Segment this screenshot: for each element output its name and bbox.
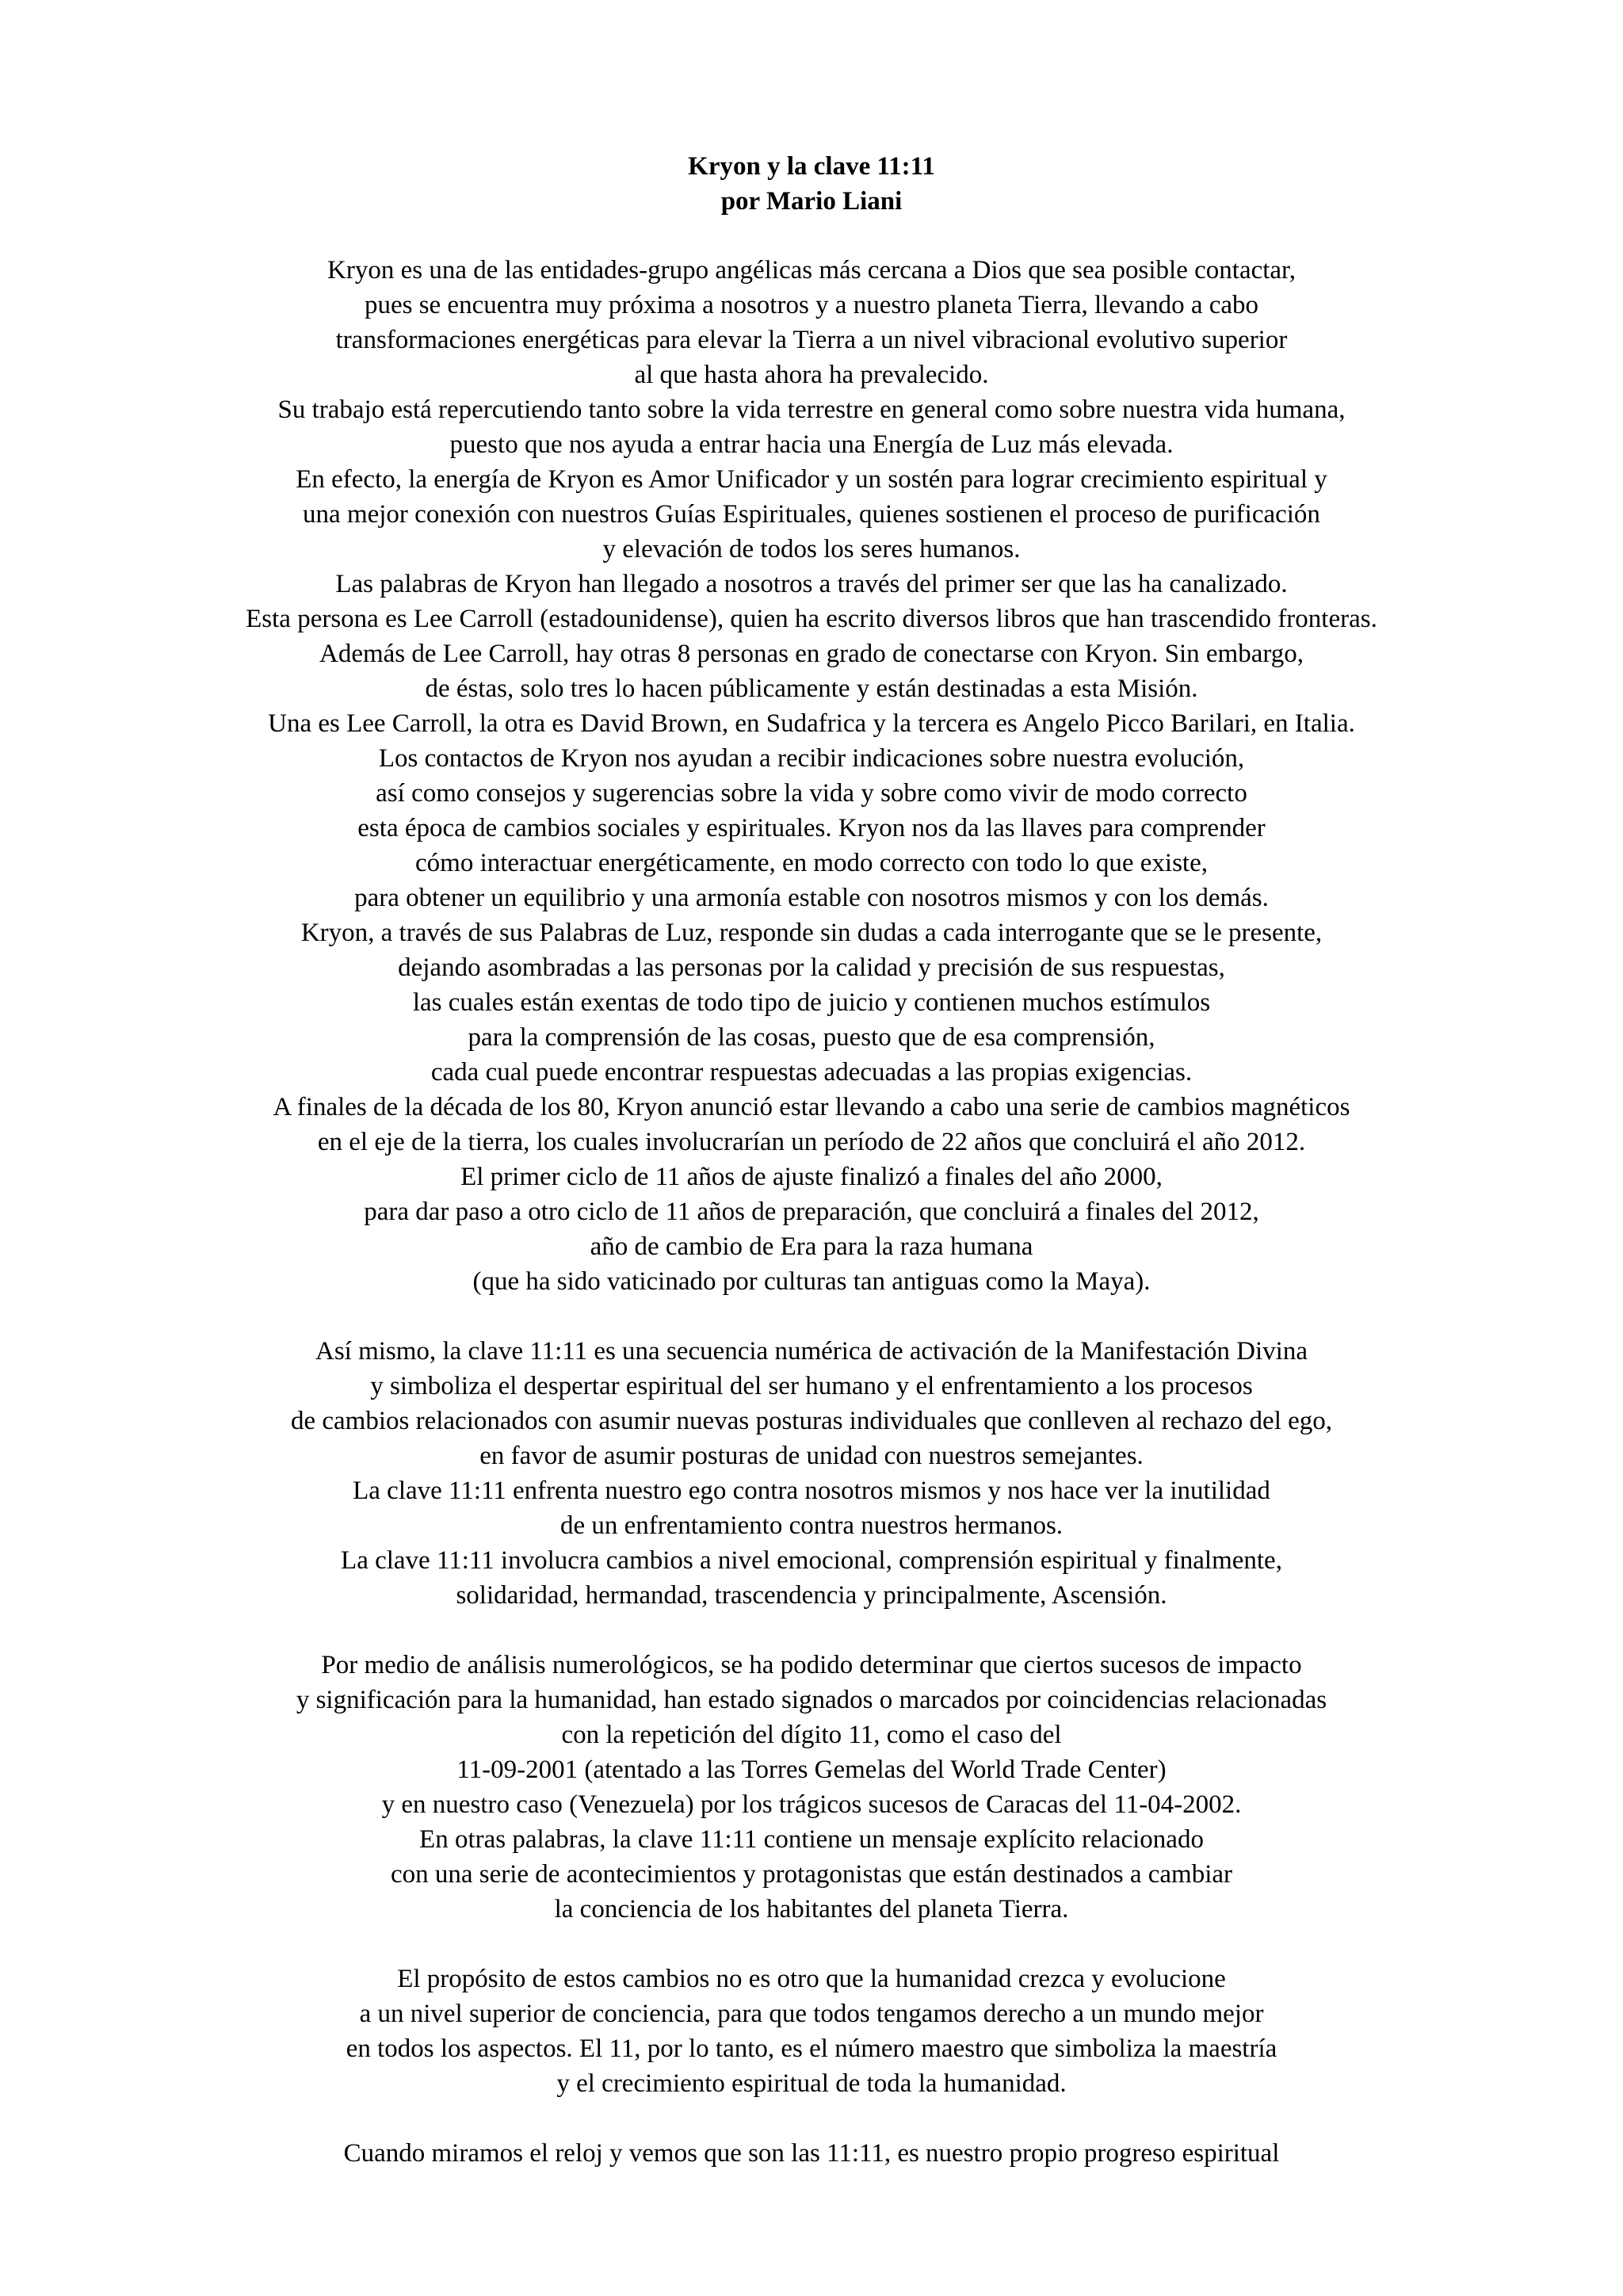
text-line: cada cual puede encontrar respuestas adecuadas a las propias exigencias.	[430, 1058, 1193, 1087]
text-line: El propósito de estos cambios no es otro que la humanidad crezca y evolucione	[397, 1965, 1226, 1993]
text-line: Las palabras de Kryon han llegado a nosotros a través del primer ser que las ha canalizado.	[335, 570, 1288, 598]
text-line: puesto que nos ayuda a entrar hacia una Energía de Luz más elevada.	[449, 430, 1174, 459]
text-line: una mejor conexión con nuestros Guías Espirituales, quienes sostienen el proceso de purificación	[303, 500, 1320, 529]
text-line: para obtener un equilibrio y una armonía estable con nosotros mismos y con los demás.	[354, 884, 1269, 912]
text-line: Los contactos de Kryon nos ayudan a recibir indicaciones sobre nuestra evolución,	[378, 744, 1245, 773]
text-line: Por medio de análisis numerológicos, se ha podido determinar que ciertos sucesos de impacto	[321, 1651, 1302, 1679]
text-line: Su trabajo está repercutiendo tanto sobre la vida terrestre en general como sobre nuestra vida humana,	[277, 395, 1346, 424]
paragraph-spacer	[0, 1613, 1623, 1648]
paragraph	[0, 1334, 1623, 1613]
text-line: y el crecimiento espiritual de toda la humanidad.	[556, 2069, 1067, 2098]
text-line: y en nuestro caso (Venezuela) por los trágicos sucesos de Caracas del 11-04-2002.	[381, 1790, 1242, 1819]
text-line: cómo interactuar energéticamente, en modo correcto con todo lo que existe,	[415, 849, 1208, 877]
text-line: Esta persona es Lee Carroll (estadounidense), quien ha escrito diversos libros que han trascendido fronteras.	[246, 605, 1377, 633]
text-line: y significación para la humanidad, han estado signados o marcados por coincidencias relacionadas	[296, 1686, 1327, 1714]
text-line: al que hasta ahora ha prevalecido.	[634, 361, 989, 389]
text-line: Así mismo, la clave 11:11 es una secuencia numérica de activación de la Manifestación Divina	[315, 1337, 1308, 1366]
text-line: esta época de cambios sociales y espirituales. Kryon nos da las llaves para comprender	[357, 814, 1266, 842]
text-line: año de cambio de Era para la raza humana	[590, 1232, 1033, 1261]
text-line: de éstas, solo tres lo hacen públicamente y están destinadas a esta Misión.	[425, 674, 1198, 703]
text-line: de cambios relacionados con asumir nuevas posturas individuales que conlleven al rechazo del ego,	[290, 1407, 1333, 1435]
text-line: para dar paso a otro ciclo de 11 años de preparación, que concluirá a finales del 2012,	[364, 1198, 1259, 1226]
text-line: y simboliza el despertar espiritual del ser humano y el enfrentamiento a los procesos	[370, 1372, 1253, 1400]
text-line: con una serie de acontecimientos y protagonistas que están destinados a cambiar	[390, 1860, 1233, 1889]
paragraph	[0, 253, 1623, 1299]
text-line: las cuales están exentas de todo tipo de juicio y contienen muchos estímulos	[412, 988, 1211, 1017]
text-line: en favor de asumir posturas de unidad con nuestros semejantes.	[479, 1442, 1144, 1470]
text-line: en el eje de la tierra, los cuales involucrarían un período de 22 años que concluirá el año 2012.	[317, 1128, 1306, 1156]
text-line: así como consejos y sugerencias sobre la vida y sobre como vivir de modo correcto	[376, 779, 1247, 808]
text-line: La clave 11:11 involucra cambios a nivel emocional, comprensión espiritual y finalmente,	[341, 1546, 1282, 1575]
paragraph	[0, 2136, 1623, 2171]
text-line: A finales de la década de los 80, Kryon anunció estar llevando a cabo una serie de cambios magnéticos	[273, 1093, 1350, 1121]
text-line: la conciencia de los habitantes del planeta Tierra.	[554, 1895, 1069, 1924]
paragraph	[0, 1648, 1623, 1927]
text-line: Kryon es una de las entidades-grupo angélicas más cercana a Dios que sea posible contactar,	[327, 256, 1296, 285]
text-line: En otras palabras, la clave 11:11 contiene un mensaje explícito relacionado	[419, 1825, 1204, 1854]
document-author: por Mario Liani	[720, 187, 903, 216]
text-line: En efecto, la energía de Kryon es Amor Unificador y un sostén para lograr crecimiento espiritual y	[296, 465, 1327, 494]
text-line: con la repetición del dígito 11, como el caso del	[561, 1721, 1062, 1749]
text-line: Una es Lee Carroll, la otra es David Brown, en Sudafrica y la tercera es Angelo Picco Barilari, en Italia.	[268, 709, 1355, 738]
text-line: pues se encuentra muy próxima a nosotros y a nuestro planeta Tierra, llevando a cabo	[364, 291, 1259, 319]
text-line: Kryon, a través de sus Palabras de Luz, responde sin dudas a cada interrogante que se le presente,	[300, 919, 1323, 947]
title-block	[0, 149, 1623, 219]
text-line: de un enfrentamiento contra nuestros hermanos.	[559, 1511, 1064, 1540]
text-line: solidaridad, hermandad, trascendencia y principalmente, Ascensión.	[456, 1581, 1167, 1610]
text-line: para la comprensión de las cosas, puesto que de esa comprensión,	[468, 1023, 1155, 1052]
text-line: Cuando miramos el reloj y vemos que son las 11:11, es nuestro propio progreso espiritual	[343, 2139, 1280, 2168]
text-line: transformaciones energéticas para elevar la Tierra a un nivel vibracional evolutivo superior	[335, 326, 1288, 354]
document-title: Kryon y la clave 11:11	[688, 152, 935, 181]
text-line: La clave 11:11 enfrenta nuestro ego contra nosotros mismos y nos hace ver la inutilidad	[353, 1477, 1270, 1505]
paragraph	[0, 1962, 1623, 2101]
paragraph-spacer	[0, 2101, 1623, 2136]
text-line: El primer ciclo de 11 años de ajuste finalizó a finales del año 2000,	[460, 1163, 1163, 1191]
text-line: y elevación de todos los seres humanos.	[602, 535, 1021, 563]
text-line: dejando asombradas a las personas por la calidad y precisión de sus respuestas,	[398, 953, 1225, 982]
text-line: 11-09-2001 (atentado a las Torres Gemelas del World Trade Center)	[456, 1755, 1167, 1784]
text-line: en todos los aspectos. El 11, por lo tanto, es el número maestro que simboliza la maestría	[346, 2034, 1277, 2063]
paragraph-spacer	[0, 1927, 1623, 1962]
text-line: a un nivel superior de conciencia, para que todos tengamos derecho a un mundo mejor	[359, 2000, 1264, 2028]
paragraph-spacer	[0, 1299, 1623, 1334]
text-line: (que ha sido vaticinado por culturas tan antiguas como la Maya).	[472, 1267, 1151, 1296]
text-line: Además de Lee Carroll, hay otras 8 personas en grado de conectarse con Kryon. Sin embargo,	[319, 640, 1304, 668]
document-body	[0, 253, 1623, 2171]
